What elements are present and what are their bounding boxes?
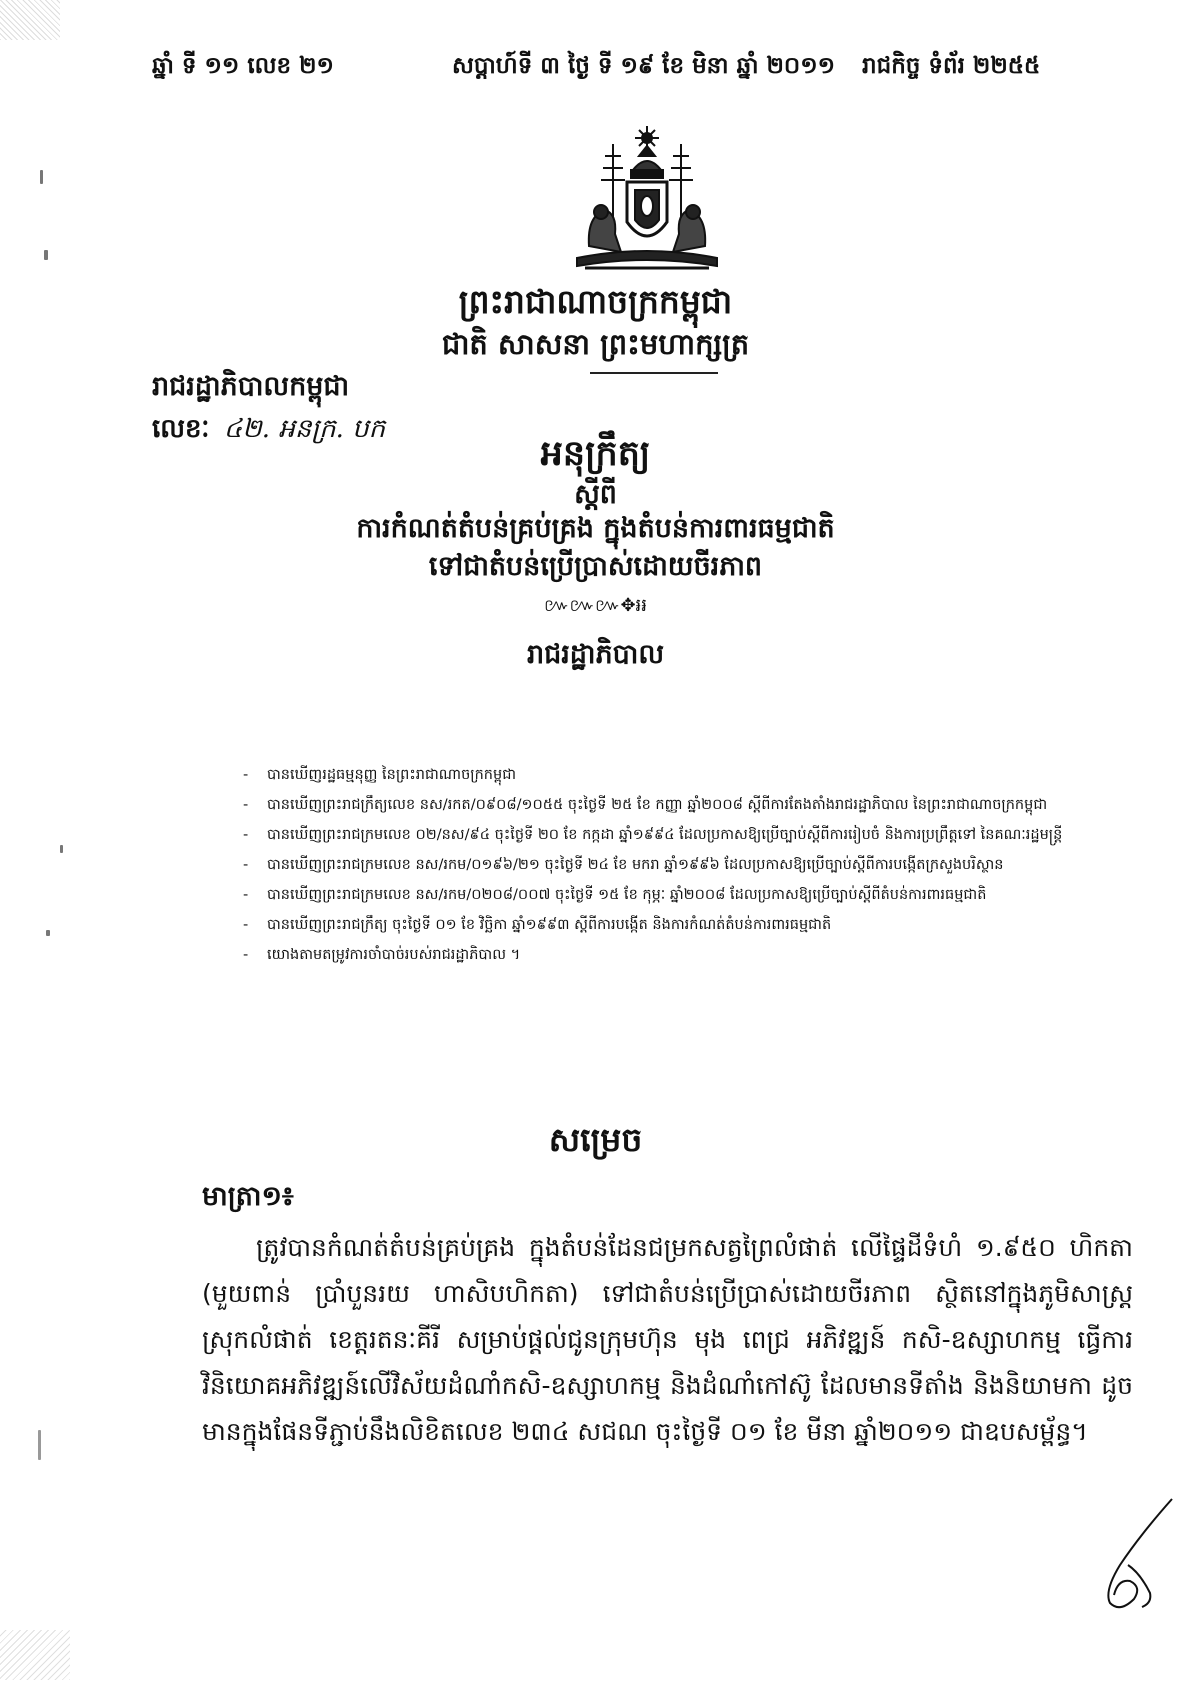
scan-mark: [40, 170, 43, 184]
title-subject-line1: ការកំណត់តំបន់គ្រប់គ្រង ក្នុងតំបន់ការពារធម្មជាតិ: [356, 513, 835, 544]
list-item: - បានឃើញព្រះរាជក្រមលេខ នស/រកម/០២០៨/០០៧ ចុះថ្ងៃទី ១៥ ខែ កុម្ភៈ ឆ្នាំ២០០៨ ដែលប្រកាសឱ្យប្រើច្បាប់ស្តីពីតំបន់ការពារធម្មជាតិ: [243, 887, 987, 903]
list-item: - បានឃើញព្រះរាជក្រឹត្យ ចុះថ្ងៃទី ០១ ខែ វិច្ឆិកា ឆ្នាំ១៩៩៣ ស្តីពីការបង្កើត និងការកំណត់តំបន់ការពារធម្មជាតិ: [243, 917, 832, 933]
decree-number-label: លេខៈ: [152, 414, 210, 444]
title-subject-line2: ទៅជាតំបន់ប្រើប្រាស់ដោយចីរភាព: [428, 551, 763, 582]
issuing-authority: រាជរដ្ឋាភិបាល: [526, 639, 665, 670]
royal-coat-of-arms-icon: [569, 126, 725, 274]
issuer-name: រាជរដ្ឋាភិបាលកម្ពុជា: [152, 371, 350, 402]
title-ornament: ៚៚៚✥៛៛: [544, 595, 647, 616]
document-type: អនុក្រឹត្យ: [540, 434, 651, 474]
scan-noise: [0, 1630, 70, 1680]
scan-noise: [0, 0, 60, 40]
scan-mark: [44, 250, 48, 260]
gazette-page: រាជកិច្ច ទំព័រ ២២៥៥: [862, 53, 1041, 79]
scan-mark: [38, 1430, 41, 1460]
list-item: - យោងតាមតម្រូវការចាំបាច់របស់រាជរដ្ឋាភិបាល ។: [243, 947, 521, 963]
list-item: - បានឃើញព្រះរាជក្រឹត្យលេខ នស/រកត/០៩០៨/១០៥៥ ចុះថ្ងៃទី ២៥ ខែ កញ្ញា ឆ្នាំ២០០៨ ស្តីពីការតែងតាំងរាជរដ្ឋាភិបាល នៃព្រះរាជាណាចក្រកម្ពុជា: [243, 797, 1048, 813]
list-item: - បានឃើញព្រះរាជក្រមលេខ ០២/នស/៩៤ ចុះថ្ងៃទី ២០ ខែ កក្កដា ឆ្នាំ១៩៩៤ ដែលប្រកាសឱ្យប្រើច្បាប់ស្តីពីការរៀបចំ និងការប្រព្រឹត្តទៅ នៃគណៈរដ្ឋមន្ត្រី: [243, 827, 1063, 843]
article-1-heading: មាត្រា១៖: [202, 1181, 294, 1212]
gazette-date: សប្តាហ៍ទី ៣ ថ្ងៃ ទី ១៩ ខែ មិនា ឆ្នាំ ២០១១: [452, 53, 836, 79]
scan-mark: [46, 930, 50, 936]
gazette-issue: ឆ្នាំ ទី ១១ លេខ ២១: [152, 53, 334, 79]
motto-divider: [590, 372, 718, 374]
decision-heading: សម្រេច: [548, 1120, 643, 1159]
national-motto: ជាតិ សាសនា ព្រះមហាក្សត្រ: [441, 327, 750, 361]
list-item: - បានឃើញព្រះរាជក្រមលេខ នស/រកម/០១៩៦/២១ ចុះថ្ងៃទី ២៤ ខែ មករា ឆ្នាំ១៩៩៦ ដែលប្រកាសឱ្យប្រើច្បាប់ស្តីពីការបង្កើតក្រសួងបរិស្ថាន: [243, 857, 1004, 873]
scan-mark: [60, 845, 63, 853]
title-on: ស្តីពី: [574, 479, 617, 510]
article-1-body: ត្រូវបានកំណត់តំបន់គ្រប់គ្រង ក្នុងតំបន់ដែនជម្រកសត្វព្រៃលំផាត់ លើផ្ទៃដីទំហំ ១.៩៥០ ហិកតា (មួយពាន់ ប្រាំបួនរយ ហាសិបហិកតា) ទៅជាតំបន់ប្រើប្រាស់ដោយចីរភាព ស្ថិតនៅក្នុងភូមិសាស្ត្រស្រុកលំផាត់ ខេត្តរតនៈគីរី សម្រាប់ផ្តល់ជូនក្រុមហ៊ុន មុង ពេជ្រ អភិវឌ្ឍន៍ កសិ-ឧស្សាហកម្ម ធ្វើការវិនិយោគអភិវឌ្ឍន៍លើវិស័យដំណាំកសិ-ឧស្សាហកម្ម និងដំណាំកៅស៊ូ ដែលមានទីតាំង និងនិយាមកា ដូចមានក្នុងផែនទីភ្ជាប់នឹងលិខិតលេខ ២៣៤ សជណ ចុះថ្ងៃទី ០១ ខែ មីនា ឆ្នាំ២០១១ ជាឧបសម្ព័ន្ធ។: [202, 1233, 1133, 1446]
decree-number-value: ៤២. អនក្រ. បក: [223, 414, 386, 444]
kingdom-name: ព្រះរាជាណាចក្រកម្ពុជា: [458, 282, 733, 321]
signature-initial: [1080, 1495, 1180, 1615]
considerations-list: [243, 760, 1123, 970]
list-item: - បានឃើញរដ្ឋធម្មនុញ្ញ នៃព្រះរាជាណាចក្រកម្ពុជា: [243, 767, 517, 783]
